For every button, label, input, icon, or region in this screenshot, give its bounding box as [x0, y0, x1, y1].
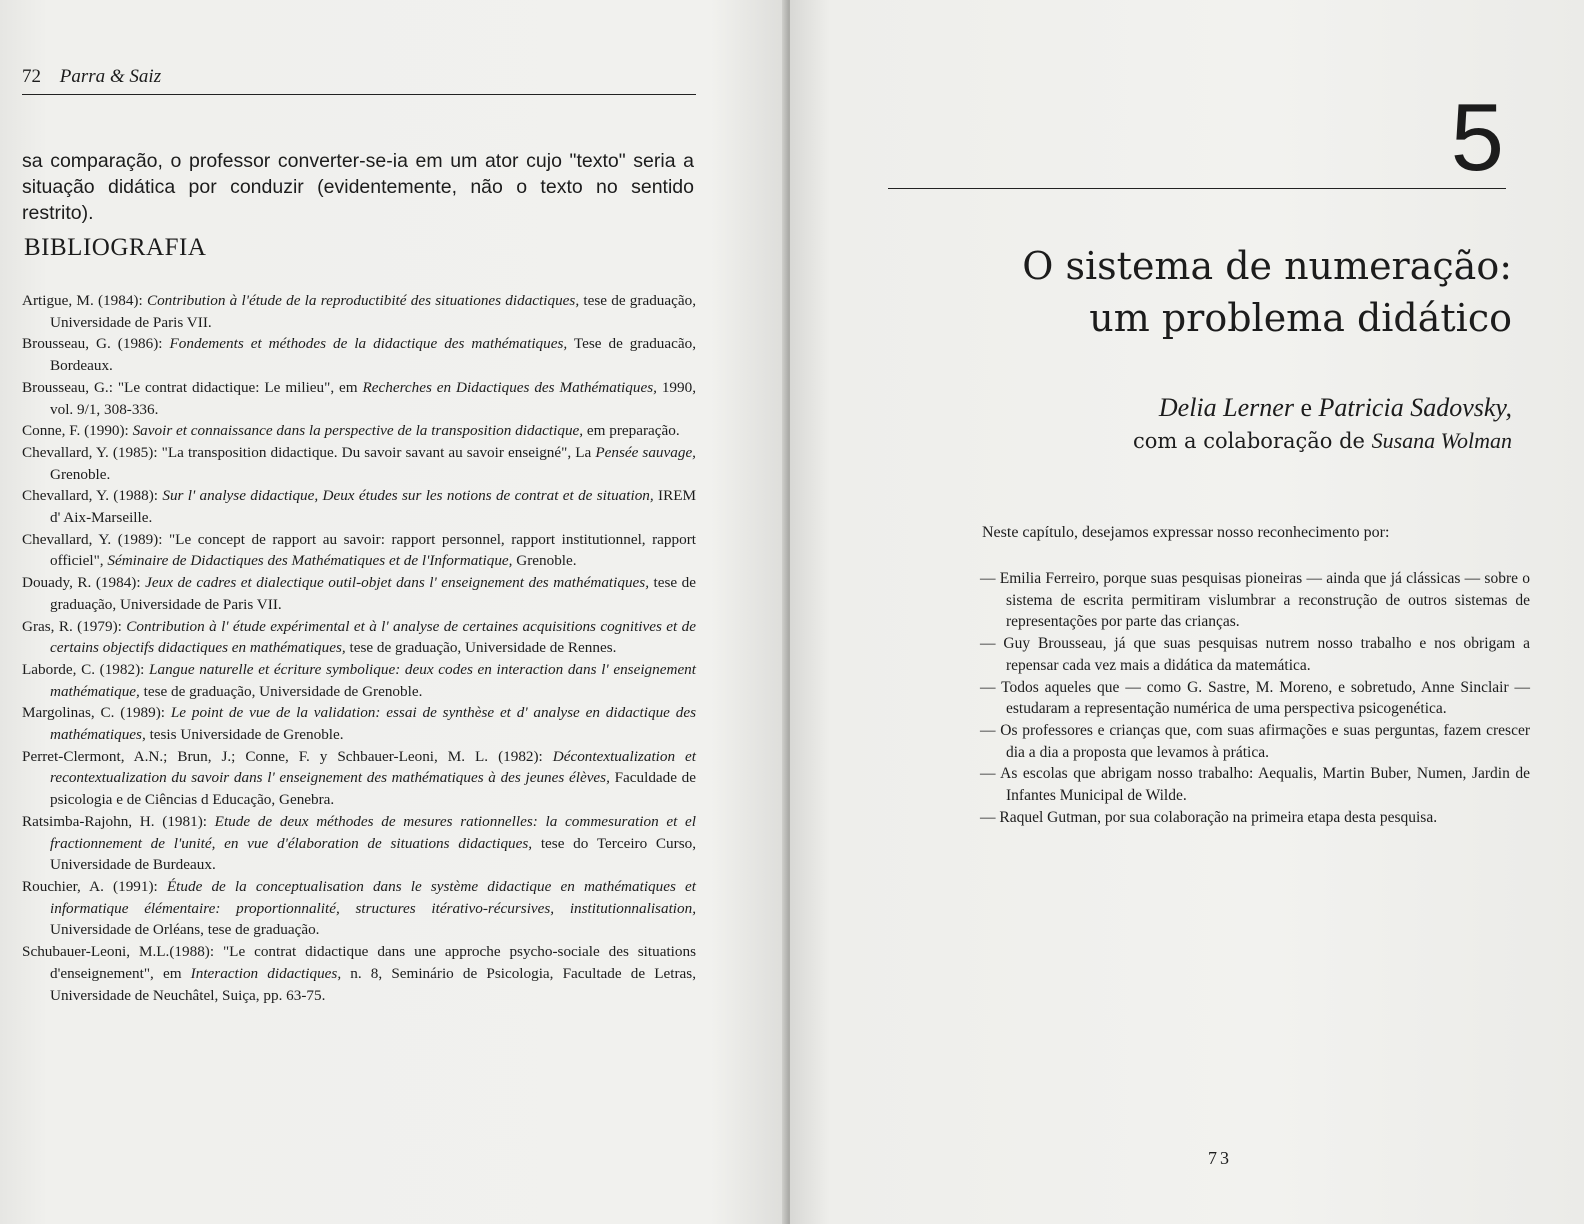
bibliography-entry — [22, 485, 696, 528]
entry-title: Langue naturelle et écriture symbolique: deux codes en interaction dans l' enseignement mathématique, — [50, 660, 696, 700]
chapter-rule — [888, 188, 1506, 189]
entry-details: tese de graduação, Universidade de Rennes. — [345, 639, 617, 657]
chapter-title — [892, 240, 1512, 344]
acknowledgment-item: — Todos aqueles que — como G. Sastre, M. Moreno, e sobretudo, Anne Sinclair — estudaram a representação numérica de uma perspectiva psicogenética. — [980, 678, 1530, 718]
entry-author: Ratsimba-Rajohn, H. (1981): — [22, 812, 215, 830]
chapter-title-line-1: O sistema de numeração: — [1022, 244, 1512, 288]
entry-details: Grenoble. — [512, 552, 577, 570]
bibliography-entry — [22, 442, 696, 485]
bibliography-entry — [22, 290, 696, 333]
bibliography-entry — [22, 529, 696, 572]
entry-title: Le point de vue de la validation: essai de synthèse et d' analyse en didactique des mathématiques, — [50, 704, 696, 744]
entry-title: Etude de deux méthodes de mesures rationnelles: la commesuration et el fractionnement de l'unité, en vue d'élaboration de situations didactiques, — [50, 812, 696, 852]
author-2: Patricia Sadovsky, — [1318, 393, 1512, 422]
right-page-number: 73 — [1208, 1148, 1232, 1168]
entry-details: Grenoble. — [50, 465, 111, 483]
bibliography-entry — [22, 616, 696, 659]
entry-author: Chevallard, Y. (1985): "La transposition didactique. Du savoir savant au savoir enseigné", La — [22, 443, 596, 461]
acknowledgment-item: — Guy Brousseau, já que suas pesquisas nutrem nosso trabalho e nos obrigam a repensar cada vez mais a didática da matemática. — [980, 635, 1530, 674]
bibliography-entry — [22, 702, 696, 745]
entry-author: Conne, F. (1990): — [22, 422, 133, 440]
header-rule — [22, 94, 696, 95]
entry-title: Fondements et méthodes de la didactique des mathématiques, — [169, 335, 568, 353]
entry-author: Chevallard, Y. (1989): "Le concept de rapport au savoir: rapport personnel, rapport institutionnel, rapport officiel", — [22, 530, 696, 570]
running-head-title: Parra & Saiz — [59, 66, 162, 87]
acknowledgment-list — [980, 568, 1530, 828]
bibliography-entry — [22, 811, 696, 876]
entry-details: Universidade de Orléans, tese de graduação. — [50, 921, 320, 939]
left-page — [0, 0, 790, 1224]
entry-author: Brousseau, G. (1986): — [22, 335, 170, 353]
collaboration-line — [892, 428, 1512, 454]
carryover-paragraph: sa comparação, o professor converter-se-ia em um ator cujo "texto" seria a situação didática por conduzir (evidentemente, não o texto no sentido restrito). — [22, 149, 694, 224]
entry-author: Perret-Clermont, A.N.; Brun, J.; Conne, F. y Schbauer-Leoni, M. L. (1982): — [22, 747, 553, 765]
entry-title: Interaction didactiques, — [190, 964, 342, 982]
entry-author: Gras, R. (1979): — [22, 617, 127, 635]
entry-author: Chevallard, Y. (1988): — [22, 487, 163, 505]
collab-prefix: com a colaboração de — [1133, 429, 1372, 453]
entry-details: tese do Terceiro Curso, Universidade de Burdeaux. — [50, 834, 697, 874]
bibliography-entry — [22, 377, 696, 420]
left-page-number: 72 — [22, 66, 41, 87]
entry-details: Tese de graduacão, Bordeaux. — [50, 335, 696, 375]
collab-name: Susana Wolman — [1371, 428, 1512, 453]
acknowledgment-item: — Raquel Gutman, por sua colaboração na primeira etapa desta pesquisa. — [980, 808, 1438, 826]
bibliography-entry — [22, 876, 696, 941]
entry-title: Recherches en Didactiques des Mathématiques, — [362, 378, 657, 396]
entry-author: Margolinas, C. (1989): — [22, 704, 171, 722]
entry-title: Séminaire de Didactiques des Mathématiques et de l'Informatique, — [107, 552, 513, 570]
acknowledgment-intro: Neste capítulo, desejamos expressar nosso reconhecimento por: — [982, 524, 1390, 541]
entry-title: Pensée sauvage, — [595, 443, 696, 461]
bibliography-entry — [22, 941, 696, 1006]
entry-author: Rouchier, A. (1991): — [22, 877, 167, 895]
running-head — [22, 66, 698, 88]
bibliography-entry — [22, 420, 696, 442]
entry-details: tesis Universidade de Grenoble. — [145, 726, 344, 744]
entry-details: 1990, vol. 9/1, 308-336. — [50, 378, 696, 418]
entry-details: em preparação. — [583, 422, 680, 440]
author-conjunction: e — [1293, 393, 1319, 422]
chapter-number: 5 — [1450, 84, 1504, 191]
entry-details: tese de graduação, Universidade de Grenoble. — [139, 682, 423, 700]
entry-details: IREM d' Aix-Marseille. — [50, 487, 696, 527]
entry-title: Contribution à l' étude expérimental et à l' analyse de certaines acquisitions cognitives et de certains objectifs didactiques en mathématiques, — [50, 617, 696, 657]
chapter-authors — [892, 392, 1512, 424]
entry-title: Savoir et connaissance dans la perspective de la transposition didactique, — [132, 422, 584, 440]
entry-title: Étude de la conceptualisation dans le système didactique en mathématiques et informatique élémentaire: proportionnalité, structures itérativo-récursives, institutionnalisation, — [50, 877, 696, 917]
entry-title: Sur l' analyse didactique, Deux études sur les notions de contrat et de situation, — [162, 487, 654, 505]
entry-details: tese de graduação, Universidade de Paris VII. — [50, 574, 697, 613]
author-1: Delia Lerner — [1158, 393, 1294, 422]
bibliography-entry — [22, 746, 696, 811]
bibliography-heading: BIBLIOGRAFIA — [24, 234, 207, 261]
acknowledgment-item: — Emilia Ferreiro, porque suas pesquisas pioneiras — ainda que já clássicas — sobre o sistema de escrita permitiram vislumbrar a reconstrução de outros sistemas de representações por parte das crianças. — [980, 570, 1530, 631]
bibliography-entry — [22, 659, 696, 702]
entry-author: Brousseau, G.: "Le contrat didactique: Le milieu", em — [22, 378, 363, 396]
entry-title: Jeux de cadres et dialectique outil-objet dans l' enseignement des mathématiques, — [145, 574, 649, 592]
entry-author: Schubauer-Leoni, M.L.(1988): "Le contrat didactique dans une approche psycho-sociale des situations d'enseignement", em — [22, 943, 696, 982]
entry-details: n. 8, Seminário de Psicologia, Facultade de Letras, Universidade de Neuchâtel, Suiça, pp. 63-75. — [50, 964, 696, 1004]
acknowledgment-item: — Os professores e crianças que, com suas afirmações e suas perguntas, fazem crescer dia a dia a proposta que levamos à prática. — [980, 721, 1530, 761]
entry-details: Faculdade de psicologia e de Ciências d Educação, Genebra. — [50, 769, 696, 809]
entry-author: Laborde, C. (1982): — [22, 660, 150, 678]
entry-title: Décontextualization et recontextualization du savoir dans l' enseignement des mathématiques à des jeunes élèves, — [50, 747, 696, 787]
entry-details: tese de graduação, Universidade de Paris VII. — [50, 292, 697, 331]
bibliography-entry — [22, 333, 696, 376]
entry-title: Contribution à l'étude de la reproductibité des situationes didactiques, — [146, 292, 580, 309]
chapter-title-line-2: um problema didático — [1089, 296, 1512, 340]
bibliography-list — [22, 290, 696, 1006]
right-page — [790, 0, 1584, 1224]
bibliography-entry — [22, 572, 696, 615]
entry-author: Artigue, M. (1984): — [22, 292, 147, 309]
entry-author: Douady, R. (1984): — [22, 574, 146, 592]
acknowledgment-item: — As escolas que abrigam nosso trabalho: Aequalis, Martin Buber, Numen, Jardin de Infantes Municipal de Wilde. — [980, 765, 1530, 805]
